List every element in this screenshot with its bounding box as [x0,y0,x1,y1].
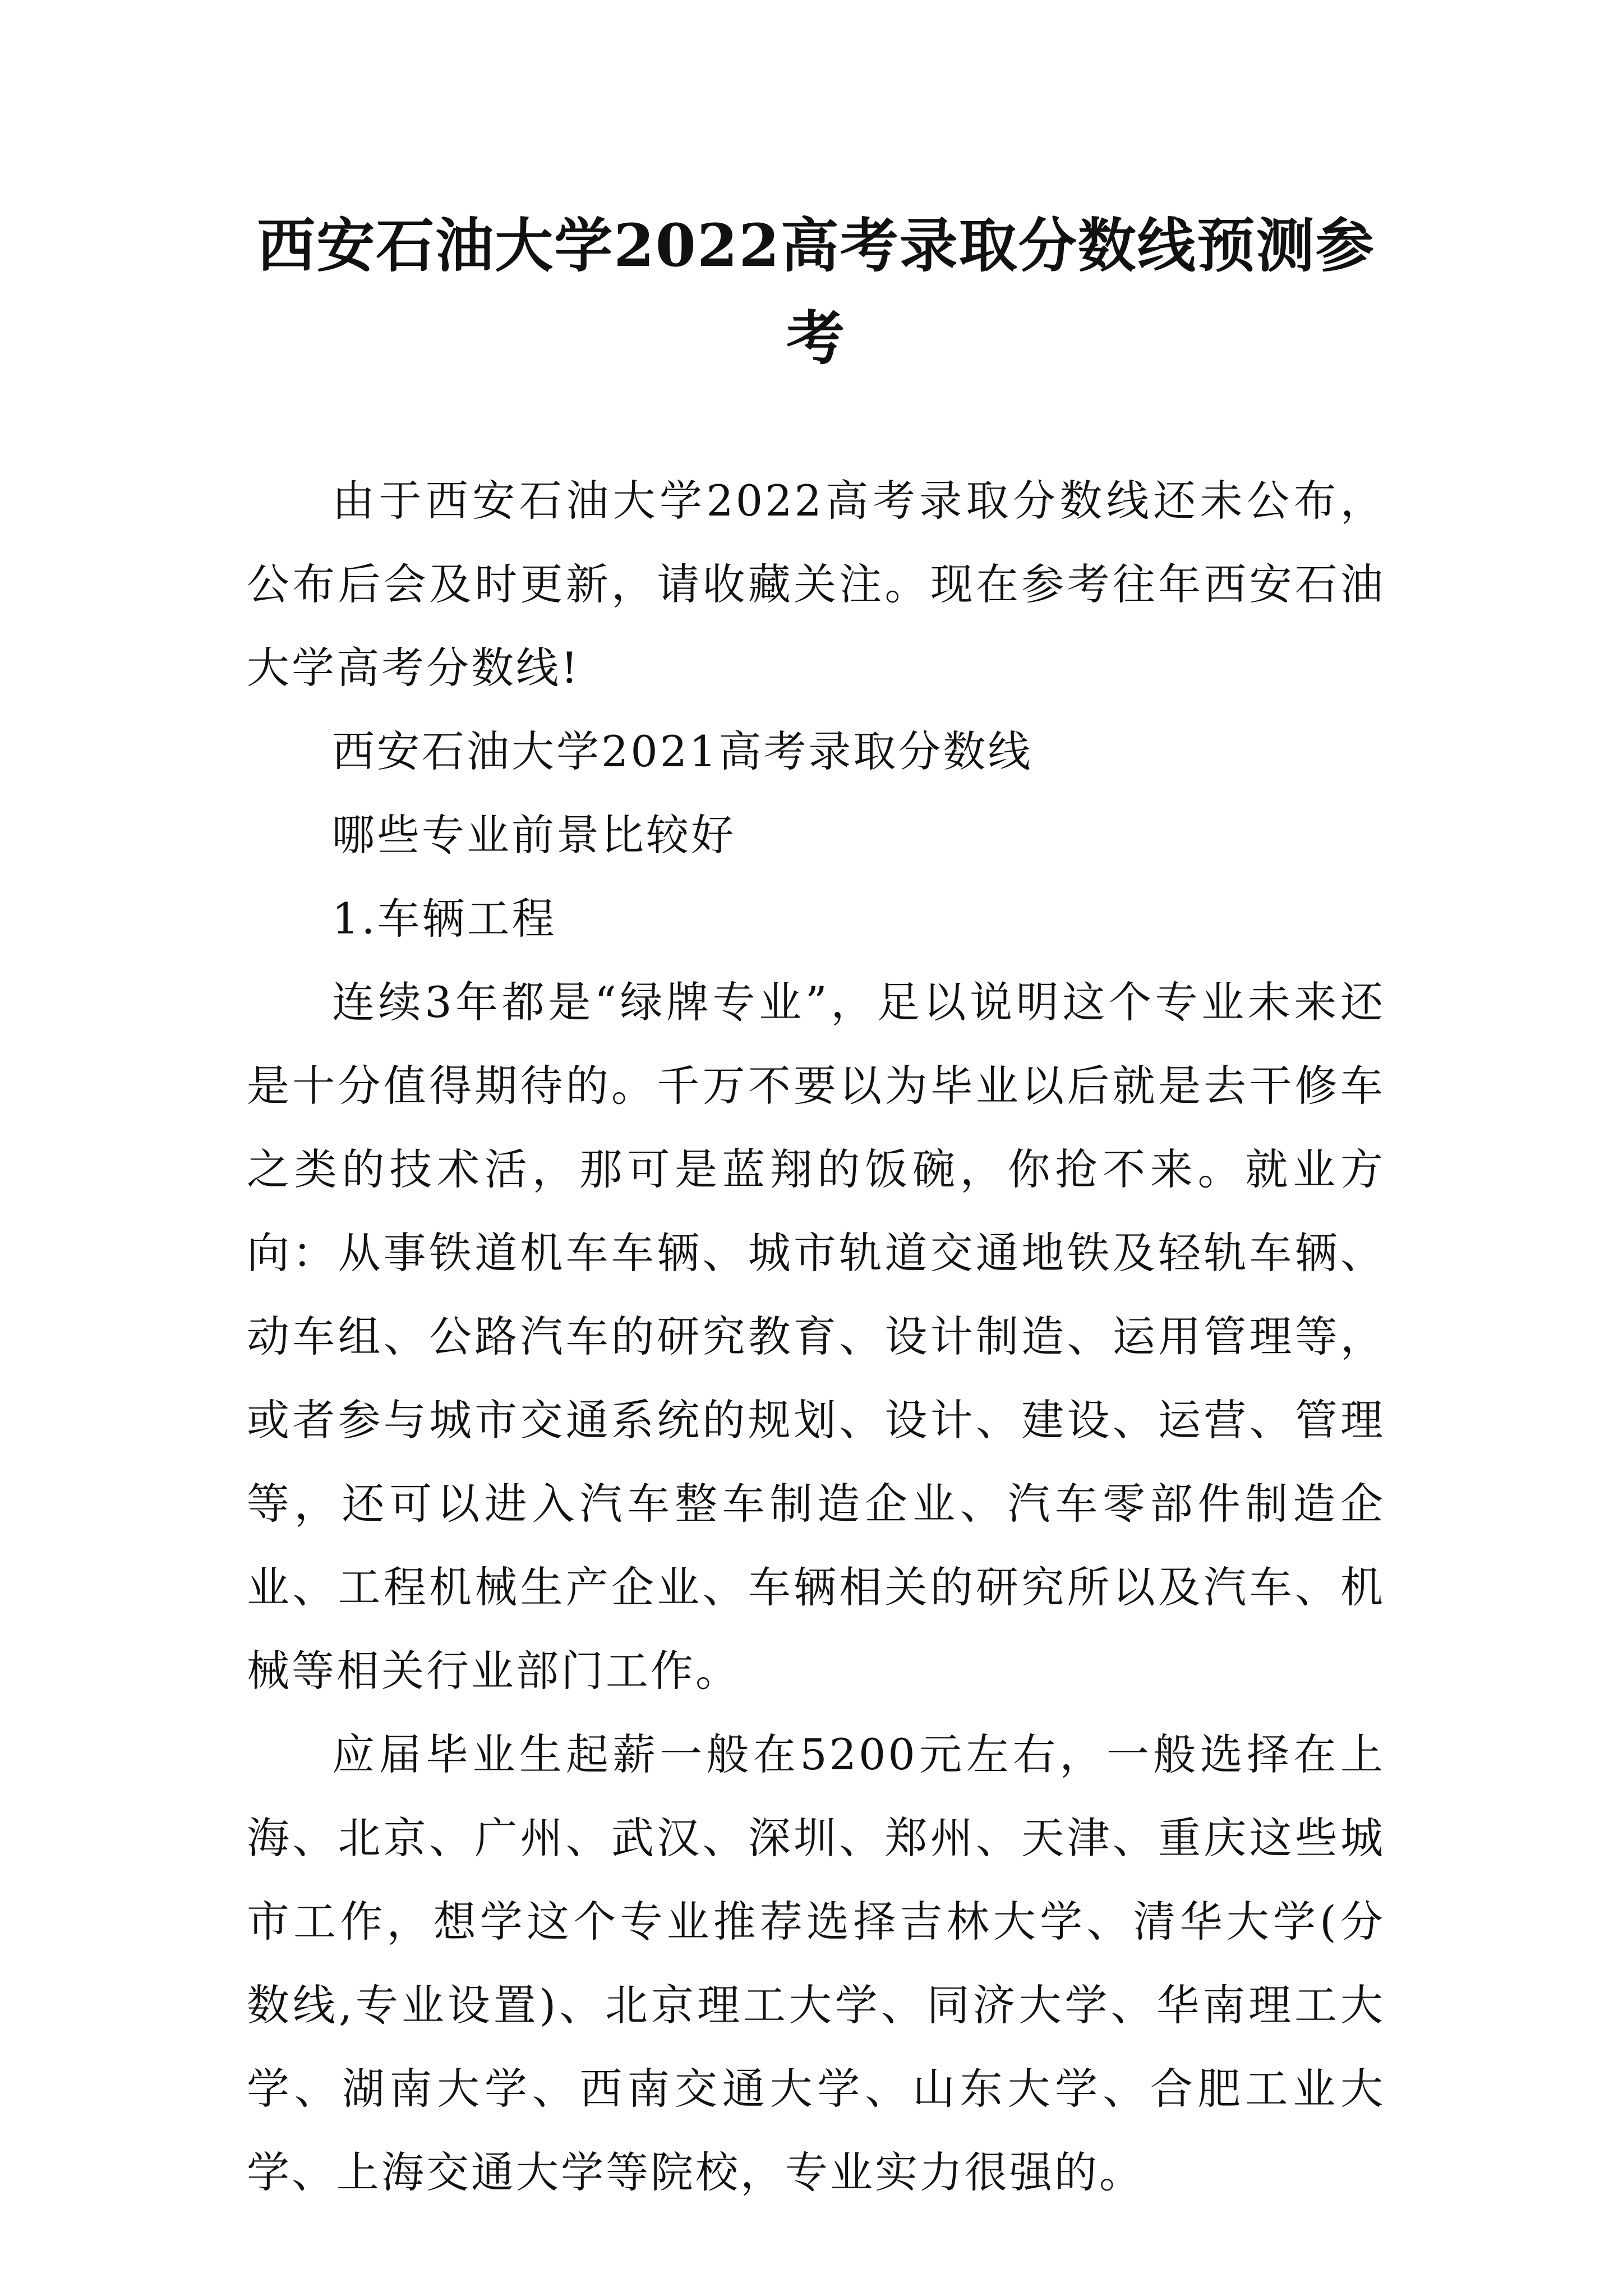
paragraph-vehicle-engineering-heading: 1.车辆工程 [332,894,557,944]
paragraph-2021-heading: 西安石油大学2021高考录取分数线 [332,726,1033,776]
paragraph-prospects-heading: 哪些专业前景比较好 [332,810,736,860]
document-title: 西安石油大学2022高考录取分数线预测参考 [257,211,1375,372]
paragraph-vehicle-engineering-description: 连续3年都是“绿牌专业”，足以说明这个专业未来还是十分值得期待的。千万不要以为毕业以后就是去干修车之类的技术活，那可是蓝翔的饭碗，你抢不来。就业方向：从事铁道机车车辆、城市轨道交通地铁及轻轨车辆、动车组、公路汽车的研究教育、设计制造、运用管理等，或者参与城市交通系统的规划、设计、建设、运营、管理等，还可以进入汽车整车制造企业、汽车零部件制造企业、工程机械生产企业、车辆相关的研究所以及汽车、机械等相关行业部门工作。 [247,977,1385,1696]
document-body [247,459,1385,2214]
paragraph-intro: 由于西安石油大学2022高考录取分数线还未公布，公布后会及时更新，请收藏关注。现在参考往年西安石油大学高考分数线! [247,476,1385,693]
paragraph-salary-and-schools: 应届毕业生起薪一般在5200元左右，一般选择在上海、北京、广州、武汉、深圳、郑州、天津、重庆这些城市工作，想学这个专业推荐选择吉林大学、清华大学(分数线,专业设置)、北京理工大学、同济大学、华南理工大学、湖南大学、西南交通大学、山东大学、合肥工业大学、上海交通大学等院校，专业实力很强的。 [247,1729,1385,2197]
